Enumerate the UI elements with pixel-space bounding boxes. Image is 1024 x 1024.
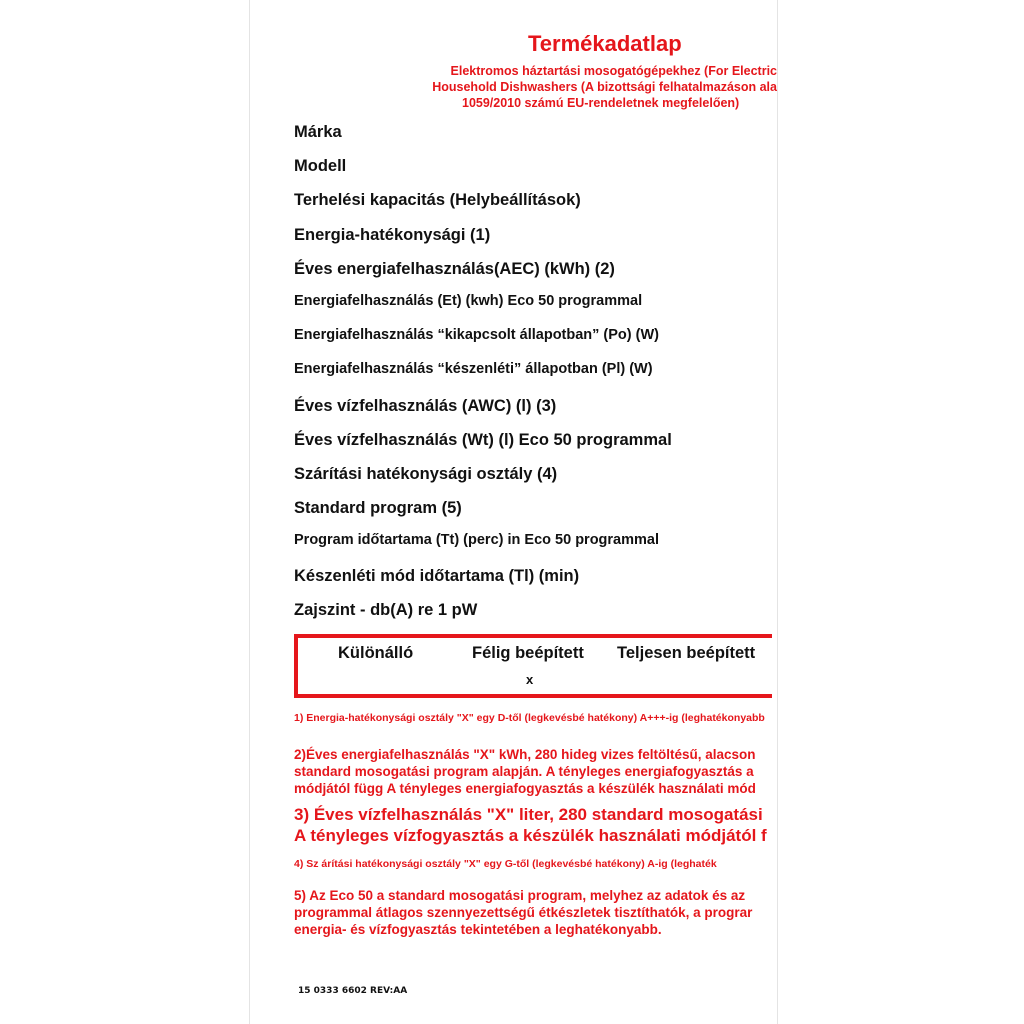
footnote-5-line-1: 5) Az Eco 50 a standard mosogatási program, melyhez az adatok és az (294, 888, 746, 903)
product-data-sheet (249, 0, 778, 1024)
sheet-title: Termékadatlap (528, 31, 682, 56)
field-program-duration: Program időtartama (Tt) (perc) in Eco 50 programmal (294, 532, 659, 548)
field-water-eco50: Éves vízfelhasználás (Wt) (l) Eco 50 programmal (294, 431, 672, 449)
footnote-1: 1) Energia-hatékonysági osztály "X" egy D-től (legkevésbé hatékony) A+++-ig (leghatékonyabb (294, 712, 765, 724)
field-brand: Márka (294, 123, 342, 141)
field-standby-duration: Készenléti mód időtartama (Tl) (min) (294, 567, 580, 585)
footnote-2-line-1: 2)Éves energiafelhasználás "X" kWh, 280 hideg vizes feltöltésű, alacson (294, 747, 756, 762)
field-model: Modell (294, 157, 347, 175)
field-energy-standby: Energiafelhasználás “készenléti” állapotban (Pl) (W) (294, 361, 653, 377)
field-load-capacity: Terhelési kapacitás (Helybeállítások) (294, 191, 581, 209)
subtitle-line-3: 1059/2010 számú EU-rendeletnek megfelelően) (462, 96, 740, 110)
installation-freestanding: Különálló (338, 644, 414, 662)
field-annual-water: Éves vízfelhasználás (AWC) (l) (3) (294, 397, 557, 415)
field-energy-off-mode: Energiafelhasználás “kikapcsolt állapotban” (Po) (W) (294, 327, 659, 343)
field-drying-class: Szárítási hatékonysági osztály (4) (294, 465, 558, 483)
footnote-2-line-3: módjától függ A tényleges energiafogyasztás a készülék használati mód (294, 781, 756, 796)
field-energy-eco50: Energiafelhasználás (Et) (kwh) Eco 50 programmal (294, 293, 643, 309)
subtitle-line-2: Household Dishwashers (A bizottsági felhatalmazáson ala (432, 80, 777, 94)
field-standard-program: Standard program (5) (294, 499, 462, 517)
field-noise-level: Zajszint - db(A) re 1 pW (294, 601, 478, 619)
footnote-3-line-1: 3) Éves vízfelhasználás "X" liter, 280 standard mosogatási (294, 805, 763, 824)
footnote-5-line-2: programmal átlagos szennyezettségű étkészletek tisztíthatók, a prograr (294, 905, 753, 920)
field-annual-energy: Éves energiafelhasználás(AEC) (kWh) (2) (294, 260, 615, 278)
subtitle-line-1: Elektromos háztartási mosogatógépekhez (For Electric (450, 64, 777, 78)
installation-semi-integrated: Félig beépített (472, 644, 584, 662)
field-energy-efficiency: Energia-hatékonysági (1) (294, 226, 491, 244)
footnote-4: 4) Sz árítási hatékonysági osztály "X" egy G-től (legkevésbé hatékony) A-ig (leghaték (294, 858, 717, 870)
footnote-3-line-2: A tényleges vízfogyasztás a készülék használati módjától f (294, 826, 767, 845)
installation-selected-mark: x (526, 672, 534, 687)
footnote-5-line-3: energia- és vízfogyasztás tekintetében a leghatékonyabb. (294, 922, 662, 937)
footnote-2-line-2: standard mosogatási program alapján. A tényleges energiafogyasztás a (294, 764, 754, 779)
installation-fully-integrated: Teljesen beépített (617, 644, 756, 662)
document-code: 15 0333 6602 REV:AA (298, 986, 408, 996)
